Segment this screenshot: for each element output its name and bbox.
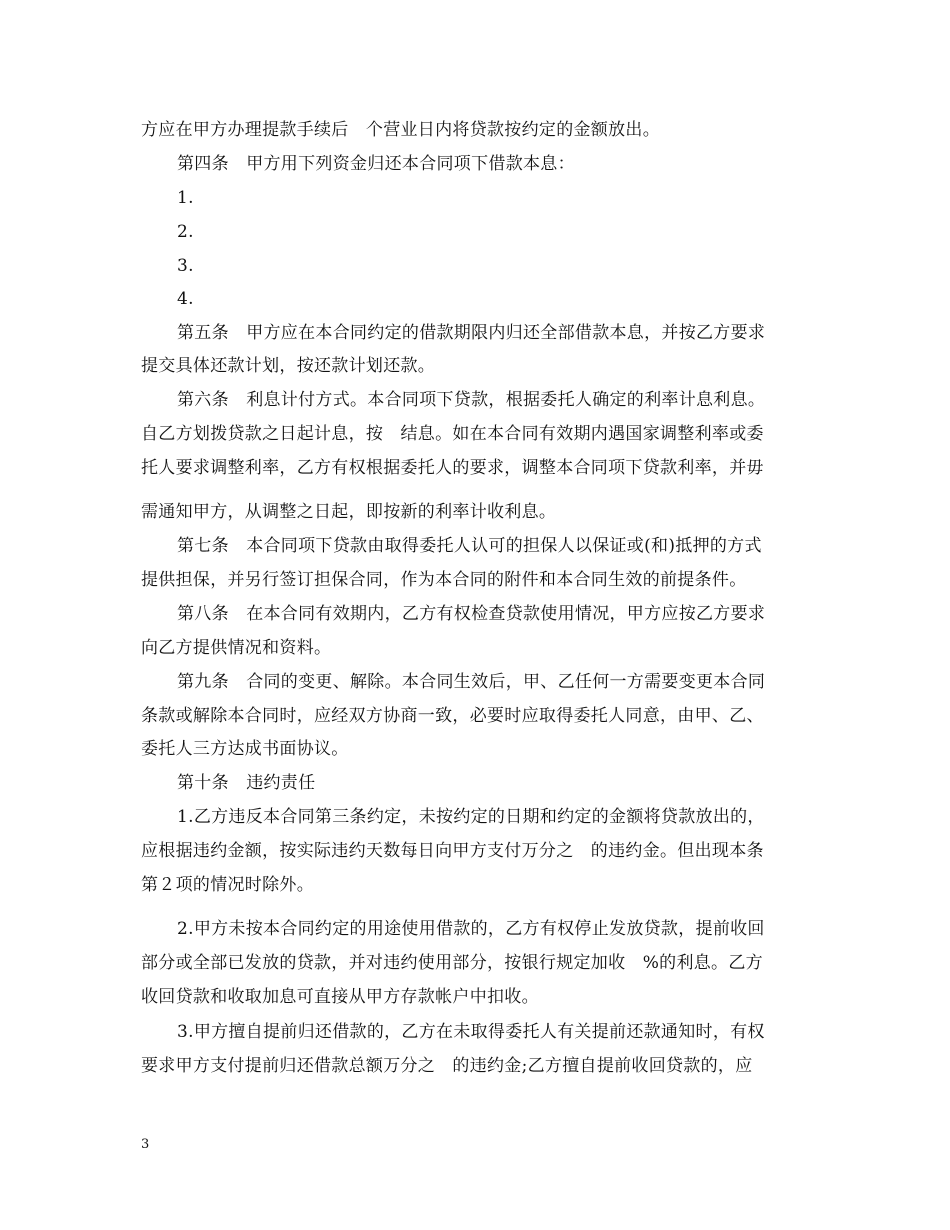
list-item: 2.甲方未按本合同约定的用途使用借款的，乙方有权停止发放贷款，提前收回 [177,919,765,939]
article-heading-line: 第六条 利息计付方式。本合同项下贷款，根据委托人确定的利率计息利息。 [177,390,766,410]
paragraph-line: 提供担保，并另行签订担保合同，作为本合同的附件和本合同生效的前提条件。 [141,570,747,590]
paragraph-line: 托人要求调整利率，乙方有权根据委托人的要求，调整本合同项下贷款利率，并毋 [141,458,764,478]
paragraph-line: 第２项的情况时除外。 [141,875,314,895]
paragraph-line: 条款或解除本合同时，应经双方协商一致，必要时应取得委托人同意，由甲、乙、 [141,706,764,726]
list-item: 3. [177,256,194,276]
paragraph-line: 自乙方划拨贷款之日起计息，按 结息。如在本合同有效期内遇国家调整利率或委 [141,424,764,444]
paragraph-line: 要求甲方支付提前归还借款总额万分之 的违约金;乙方擅自提前收回贷款的，应 [141,1056,753,1076]
paragraph-line: 应根据违约金额，按实际违约天数每日向甲方支付万分之 的违约金。但出现本条 [141,841,764,861]
list-item: 2. [177,222,194,242]
article-heading-line: 第八条 在本合同有效期内，乙方有权检查贷款使用情况，甲方应按乙方要求 [177,604,766,624]
article-heading-line: 第十条 违约责任 [177,773,316,793]
list-item: 4. [177,289,194,309]
paragraph-line: 收回贷款和收取加息可直接从甲方存款帐户中扣收。 [141,987,539,1007]
article-heading-line: 第七条 本合同项下贷款由取得委托人认可的担保人以保证或(和)抵押的方式 [177,536,762,556]
article-heading-line: 第五条 甲方应在本合同约定的借款期限内归还全部借款本息，并按乙方要求 [177,323,766,343]
page-number: 3 [141,1137,150,1152]
paragraph-line: 委托人三方达成书面协议。 [141,739,349,759]
paragraph-line: 需通知甲方，从调整之日起，即按新的利率计收利息。 [141,502,557,522]
paragraph-line: 方应在甲方办理提款手续后 个营业日内将贷款按约定的金额放出。 [141,120,660,140]
paragraph-line: 向乙方提供情况和资料。 [141,638,332,658]
list-item: 1.乙方违反本合同第三条约定，未按约定的日期和约定的金额将贷款放出的， [177,807,765,827]
article-heading-line: 第四条 甲方用下列资金归还本合同项下借款本息： [177,154,575,174]
paragraph-line: 部分或全部已发放的贷款，并对违约使用部分，按银行规定加收 %的利息。乙方 [141,953,763,973]
paragraph-line: 提交具体还款计划，按还款计划还款。 [141,356,436,376]
list-item: 1. [177,188,194,208]
list-item: 3.甲方擅自提前归还借款的，乙方在未取得委托人有关提前还款通知时，有权 [177,1022,765,1042]
article-heading-line: 第九条 合同的变更、解除。本合同生效后，甲、乙任何一方需要变更本合同 [177,672,766,692]
